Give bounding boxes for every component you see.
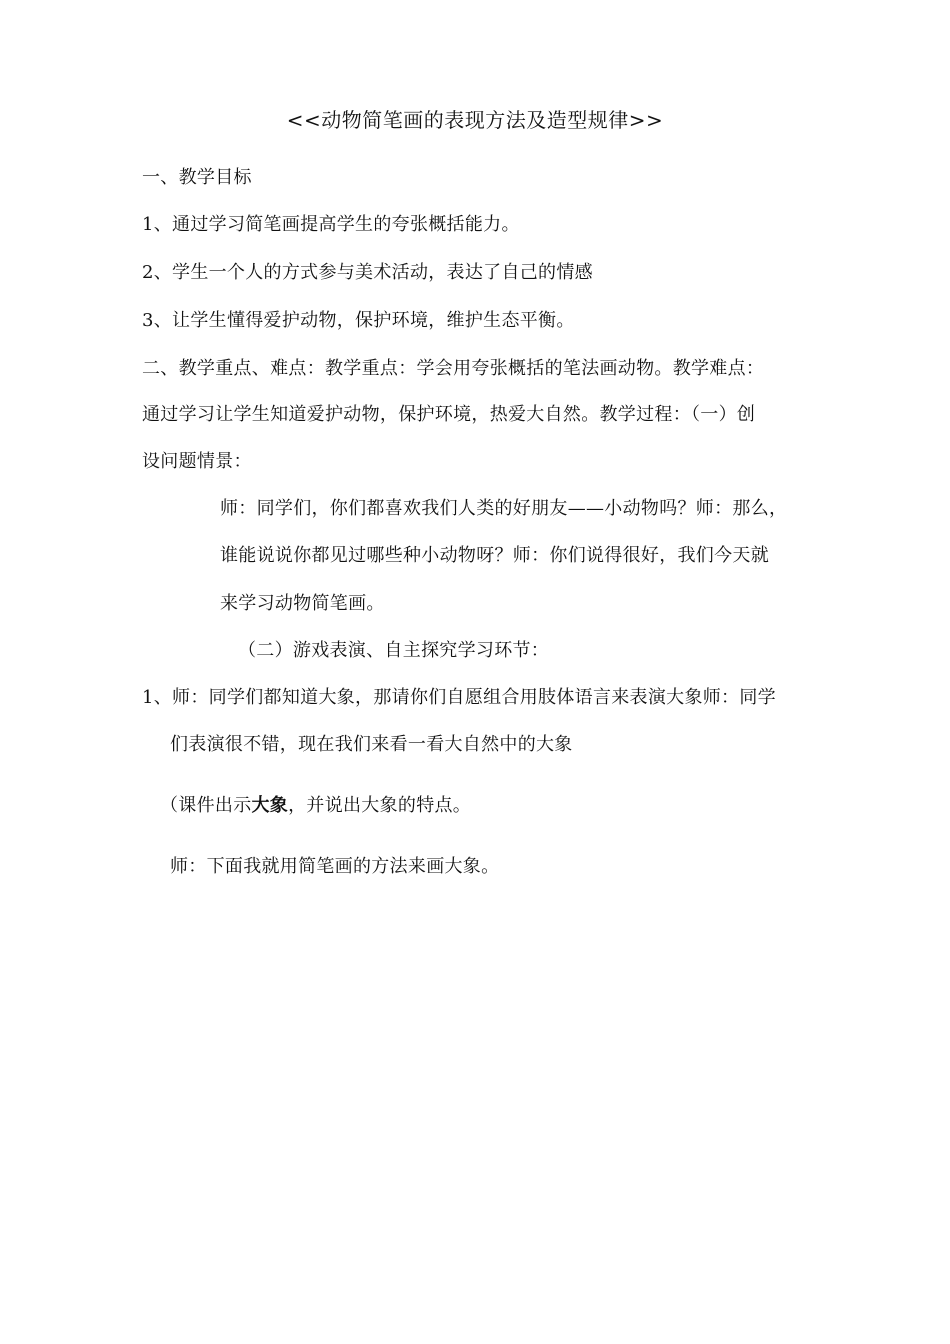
final-line: 师：下面我就用简笔画的方法来画大象。: [170, 856, 500, 877]
courseware-bold-word: 大象: [251, 795, 289, 816]
part2-heading: （二）游戏表演、自主探究学习环节：: [238, 640, 550, 661]
courseware-line: [160, 794, 471, 818]
courseware-suffix: ，并说出大象的特点。: [288, 795, 472, 816]
goal-1: 1、通过学习简笔画提高学生的夸张概括能力。: [142, 214, 520, 235]
step1-line-1: 1、师：同学们都知道大象，那请你们自愿组合用肢体语言来表演大象师：同学: [142, 687, 776, 708]
teacher-line-1: 师：同学们，你们都喜欢我们人类的好朋友——小动物吗？师：那么，: [220, 498, 788, 519]
teacher-line-2: 谁能说说你都见过哪些种小动物呀？师：你们说得很好，我们今天就: [220, 545, 769, 566]
goal-3: 3、让学生懂得爱护动物，保护环境，维护生态平衡。: [142, 310, 575, 331]
section1-heading: 一、教学目标: [142, 167, 252, 188]
section2-line-3: 设问题情景：: [142, 451, 252, 472]
teacher-line-3: 来学习动物简笔画。: [220, 593, 385, 614]
courseware-prefix: （课件出示: [160, 795, 252, 816]
section2-line-2: 通过学习让学生知道爱护动物，保护环境，热爱大自然。教学过程：（一）创: [142, 404, 756, 425]
document-title: <<动物简笔画的表现方法及造型规律>>: [286, 108, 664, 132]
section2-line-1: 二、教学重点、难点：教学重点：学会用夸张概括的笔法画动物。教学难点：: [142, 358, 765, 379]
step1-line-2: 们表演很不错，现在我们来看一看大自然中的大象: [170, 734, 573, 755]
goal-2: 2、学生一个人的方式参与美术活动，表达了自己的情感: [142, 262, 593, 283]
